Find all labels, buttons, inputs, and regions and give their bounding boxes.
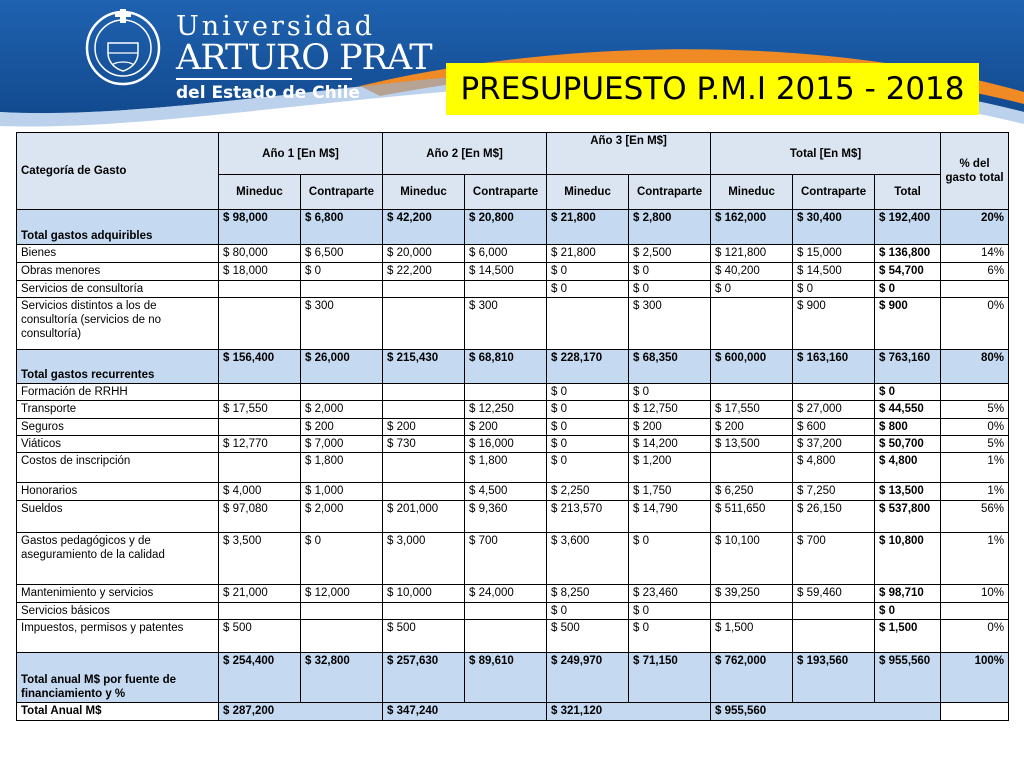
cell-value: $ 0 [547,453,629,483]
table-row [17,436,1009,453]
cell-value: $ 20,000 [383,245,465,263]
cell-percent: 0% [941,419,1009,436]
cell-value: $ 24,000 [465,585,547,603]
cell-value: $ 80,000 [219,245,301,263]
cell-value [219,419,301,436]
cell-total: $ 0 [875,384,941,401]
header-percent: % del gasto total [941,133,1009,210]
row-label: Mantenimiento y servicios [17,585,219,603]
cell-percent: 1% [941,533,1009,585]
brand-line-arturo-prat: ARTURO PRAT [176,38,432,78]
cell-value: $ 215,430 [383,350,465,384]
cell-value [383,483,465,501]
cell-value: $ 2,250 [547,483,629,501]
cell-value: $ 6,800 [301,210,383,245]
cell-value [301,620,383,653]
cell-value: $ 10,000 [383,585,465,603]
slide-header [0,0,1024,135]
cell-value [219,384,301,401]
cell-value: $ 500 [383,620,465,653]
row-label: Formación de RRHH [17,384,219,401]
cell-value: $ 0 [629,533,711,585]
cell-value: $ 12,250 [465,401,547,419]
cell-value: $ 7,000 [301,436,383,453]
cell-percent [941,281,1009,298]
sub-contraparte: Contraparte [465,175,547,210]
cell-value: $ 1,800 [301,453,383,483]
budget-table [16,132,1009,721]
cell-total: $ 800 [875,419,941,436]
cell-value [383,298,465,350]
row-label: Seguros [17,419,219,436]
cell-value: $ 2,000 [301,401,383,419]
table-row [17,281,1009,298]
cell-percent: 56% [941,501,1009,533]
cell-value: $ 700 [793,533,875,585]
cell-total: $ 50,700 [875,436,941,453]
cell-value: $ 0 [547,436,629,453]
row-label: Servicios de consultoría [17,281,219,298]
cell-value: $ 249,970 [547,653,629,703]
cell-value: $ 16,000 [465,436,547,453]
cell-total: $ 4,800 [875,453,941,483]
university-brand [176,12,432,103]
sub-mineduc: Mineduc [219,175,301,210]
brand-divider [176,78,352,80]
cell-value: $ 0 [629,281,711,298]
cell-value: $ 12,750 [629,401,711,419]
cell-value: $ 2,500 [629,245,711,263]
cell-value [219,281,301,298]
cell-value: $ 8,250 [547,585,629,603]
cell-value: $ 71,150 [629,653,711,703]
cell-value: $ 700 [465,533,547,585]
sub-mineduc: Mineduc [383,175,465,210]
cell-value: $ 6,500 [301,245,383,263]
cell-percent: 0% [941,620,1009,653]
row-label: Gastos pedagógicos y de aseguramiento de la calidad [17,533,219,585]
table-row [17,501,1009,533]
cell-value: $ 17,550 [711,401,793,419]
cell-value [383,384,465,401]
cell-value: $ 14,500 [465,263,547,281]
cell-percent: 1% [941,453,1009,483]
cell-value: $ 4,500 [465,483,547,501]
cell-value: $ 0 [547,281,629,298]
final-row-value: $ 347,240 [383,703,547,721]
row-label: Servicios básicos [17,603,219,620]
cell-value: $ 0 [547,419,629,436]
cell-value: $ 4,800 [793,453,875,483]
row-label: Obras menores [17,263,219,281]
cell-value [711,603,793,620]
table-row [17,585,1009,603]
cell-value: $ 6,250 [711,483,793,501]
cell-value [219,453,301,483]
cell-total: $ 54,700 [875,263,941,281]
cell-value: $ 7,250 [793,483,875,501]
sub-contraparte: Contraparte [793,175,875,210]
row-label: Total gastos recurrentes [17,350,219,384]
cell-value: $ 89,610 [465,653,547,703]
cell-value: $ 6,000 [465,245,547,263]
cell-value: $ 0 [629,620,711,653]
row-label: Total anual M$ por fuente de financiamiento y % [17,653,219,703]
cell-percent: 10% [941,585,1009,603]
cell-value: $ 0 [301,533,383,585]
cell-value: $ 0 [629,603,711,620]
header-year-3: Año 3 [En M$] [547,133,711,175]
cell-value: $ 156,400 [219,350,301,384]
cell-total: $ 136,800 [875,245,941,263]
cell-percent: 5% [941,436,1009,453]
cell-value: $ 300 [629,298,711,350]
cell-value: $ 37,200 [793,436,875,453]
cell-value: $ 2,800 [629,210,711,245]
cell-value: $ 0 [629,263,711,281]
cell-value [219,298,301,350]
cell-value [793,620,875,653]
cell-value: $ 0 [547,603,629,620]
cell-value: $ 4,000 [219,483,301,501]
cell-value: $ 14,790 [629,501,711,533]
cell-percent: 14% [941,245,1009,263]
cell-value [711,453,793,483]
cell-total: $ 44,550 [875,401,941,419]
cell-percent: 1% [941,483,1009,501]
cell-value: $ 228,170 [547,350,629,384]
cell-value: $ 2,000 [301,501,383,533]
cell-value: $ 21,800 [547,245,629,263]
table-row [17,533,1009,585]
cell-value [465,384,547,401]
cell-value: $ 18,000 [219,263,301,281]
cell-value: $ 0 [711,281,793,298]
cell-value [301,281,383,298]
cell-total: $ 1,500 [875,620,941,653]
cell-value: $ 163,160 [793,350,875,384]
table-row [17,453,1009,483]
brand-line-estado: del Estado de Chile [176,83,360,103]
cell-value [219,603,301,620]
cell-value: $ 1,200 [629,453,711,483]
cell-value [547,298,629,350]
cell-value: $ 200 [465,419,547,436]
cell-value: $ 0 [301,263,383,281]
cell-total: $ 537,800 [875,501,941,533]
cell-value: $ 26,150 [793,501,875,533]
brand-line-universidad: Universidad [176,11,376,42]
cell-value: $ 1,000 [301,483,383,501]
header-category: Categoría de Gasto [17,133,219,210]
cell-value: $ 30,400 [793,210,875,245]
header-total: Total [En M$] [711,133,941,175]
cell-value [711,298,793,350]
row-label: Servicios distintos a los de consultoría (servicios de no consultoría) [17,298,219,350]
row-label: Bienes [17,245,219,263]
cell-value: $ 3,000 [383,533,465,585]
cell-value: $ 511,650 [711,501,793,533]
cell-value: $ 12,000 [301,585,383,603]
sub-total: Total [875,175,941,210]
cell-value: $ 15,000 [793,245,875,263]
cell-value: $ 17,550 [219,401,301,419]
cell-value: $ 762,000 [711,653,793,703]
cell-value [465,603,547,620]
cell-total: $ 763,160 [875,350,941,384]
table-row [17,483,1009,501]
cell-value: $ 27,000 [793,401,875,419]
table-row [17,384,1009,401]
cell-value [301,384,383,401]
sub-mineduc: Mineduc [547,175,629,210]
table-summary-row [17,350,1009,384]
sub-contraparte: Contraparte [301,175,383,210]
final-row-value: $ 955,560 [711,703,941,721]
cell-value: $ 13,500 [711,436,793,453]
cell-value: $ 193,560 [793,653,875,703]
cell-value: $ 200 [711,419,793,436]
cell-percent: 80% [941,350,1009,384]
cell-value [793,603,875,620]
cell-value [383,453,465,483]
cell-value [383,401,465,419]
cell-value: $ 0 [793,281,875,298]
cell-value: $ 3,500 [219,533,301,585]
table-row [17,298,1009,350]
cell-value: $ 201,000 [383,501,465,533]
cell-value: $ 26,000 [301,350,383,384]
cell-value: $ 730 [383,436,465,453]
header-year-2: Año 2 [En M$] [383,133,547,175]
cell-value: $ 0 [547,263,629,281]
final-row-label: Total Anual M$ [17,703,219,721]
sub-mineduc: Mineduc [711,175,793,210]
cell-value: $ 14,500 [793,263,875,281]
cell-value: $ 200 [383,419,465,436]
cell-value: $ 600,000 [711,350,793,384]
cell-percent: 6% [941,263,1009,281]
row-label: Honorarios [17,483,219,501]
table-row [17,245,1009,263]
slide-title: PRESUPUESTO P.M.I 2015 - 2018 [446,63,979,115]
table-row [17,419,1009,436]
cell-value: $ 21,000 [219,585,301,603]
cell-value: $ 12,770 [219,436,301,453]
row-label: Costos de inscripción [17,453,219,483]
cell-value: $ 40,200 [711,263,793,281]
cell-value: $ 1,800 [465,453,547,483]
cell-total: $ 192,400 [875,210,941,245]
university-seal-logo [84,7,162,91]
cell-value [711,384,793,401]
cell-value: $ 162,000 [711,210,793,245]
cell-total: $ 98,710 [875,585,941,603]
cell-value: $ 300 [465,298,547,350]
cell-value: $ 0 [547,384,629,401]
table-final-row [17,703,1009,721]
cell-total: $ 13,500 [875,483,941,501]
row-label: Transporte [17,401,219,419]
final-row-value: $ 287,200 [219,703,383,721]
cell-value: $ 68,810 [465,350,547,384]
cell-value: $ 900 [793,298,875,350]
cell-value: $ 300 [301,298,383,350]
table-summary-row [17,653,1009,703]
cell-value: $ 213,570 [547,501,629,533]
cell-value: $ 98,000 [219,210,301,245]
cell-value: $ 254,400 [219,653,301,703]
cell-value: $ 21,800 [547,210,629,245]
final-row-value: $ 321,120 [547,703,711,721]
cell-value: $ 257,630 [383,653,465,703]
table-row [17,620,1009,653]
cell-value: $ 500 [219,620,301,653]
cell-percent: 100% [941,653,1009,703]
cell-value: $ 39,250 [711,585,793,603]
cell-value [465,281,547,298]
cell-value: $ 32,800 [301,653,383,703]
cell-value: $ 121,800 [711,245,793,263]
budget-table-header [17,133,1009,210]
header-year-1: Año 1 [En M$] [219,133,383,175]
cell-percent: 5% [941,401,1009,419]
table-row [17,603,1009,620]
cell-value: $ 23,460 [629,585,711,603]
cell-total: $ 0 [875,603,941,620]
row-label: Sueldos [17,501,219,533]
cell-value: $ 200 [629,419,711,436]
sub-contraparte: Contraparte [629,175,711,210]
cell-value [383,603,465,620]
cell-value: $ 0 [629,384,711,401]
cell-value [793,384,875,401]
final-row-empty [941,703,1009,721]
cell-value [383,281,465,298]
cell-total: $ 955,560 [875,653,941,703]
row-label: Impuestos, permisos y patentes [17,620,219,653]
cell-total: $ 0 [875,281,941,298]
cell-percent [941,384,1009,401]
cell-total: $ 900 [875,298,941,350]
table-row [17,263,1009,281]
cell-value: $ 600 [793,419,875,436]
cell-percent [941,603,1009,620]
row-label: Total gastos adquiribles [17,210,219,245]
cell-value: $ 0 [547,401,629,419]
cell-value [301,603,383,620]
row-label: Viáticos [17,436,219,453]
cell-value: $ 500 [547,620,629,653]
cell-value: $ 1,750 [629,483,711,501]
cell-value: $ 97,080 [219,501,301,533]
cell-percent: 20% [941,210,1009,245]
cell-value: $ 3,600 [547,533,629,585]
budget-table-body [17,210,1009,721]
cell-value: $ 9,360 [465,501,547,533]
cell-value: $ 200 [301,419,383,436]
table-row [17,401,1009,419]
cell-value: $ 1,500 [711,620,793,653]
cell-value: $ 59,460 [793,585,875,603]
cell-value [465,620,547,653]
cell-value: $ 42,200 [383,210,465,245]
cell-total: $ 10,800 [875,533,941,585]
cell-value: $ 20,800 [465,210,547,245]
table-summary-row [17,210,1009,245]
cell-percent: 0% [941,298,1009,350]
cell-value: $ 68,350 [629,350,711,384]
cell-value: $ 10,100 [711,533,793,585]
cell-value: $ 14,200 [629,436,711,453]
cell-value: $ 22,200 [383,263,465,281]
